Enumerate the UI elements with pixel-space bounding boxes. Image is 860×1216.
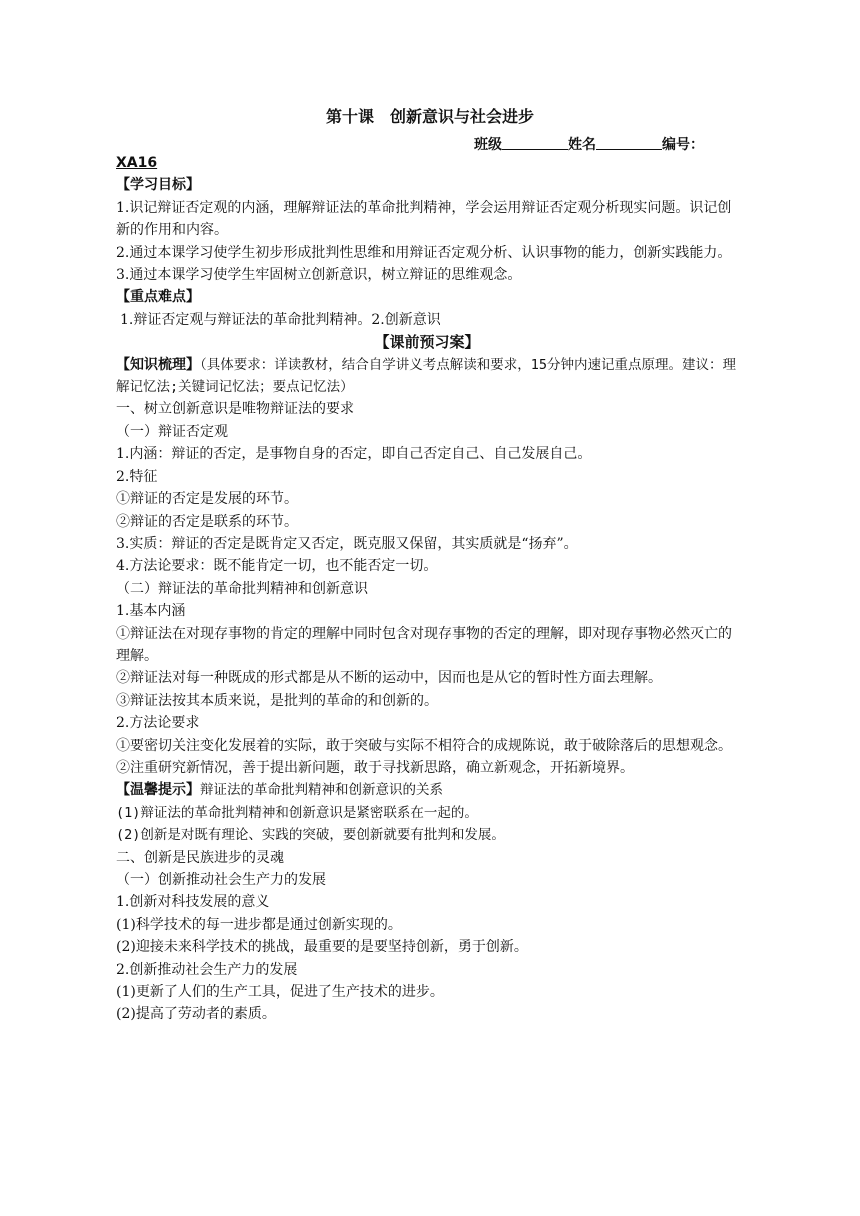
preview-heading: 【课前预习案】 bbox=[374, 333, 480, 352]
body-line: 2.方法论要求 bbox=[116, 715, 200, 732]
class-blank bbox=[502, 137, 568, 150]
body-line: （二）辩证法的革命批判精神和创新意识 bbox=[116, 580, 368, 597]
knowledge-note: （具体要求：详读教材，结合自学讲义考点解读和要求，15分钟内速记重点原理。建议：理解记忆法;关键词记忆法；要点记忆法） bbox=[116, 356, 737, 396]
knowledge-paragraph bbox=[116, 354, 738, 399]
name-label: 姓名 bbox=[568, 137, 596, 153]
body-line: 3.实质：辩证的否定是既肯定又否定，既克服又保留，其实质就是“扬弃”。 bbox=[116, 535, 578, 552]
tip-line: (2)创新是对既有理论、实践的突破，要创新就要有批判和发展。 bbox=[116, 827, 505, 844]
body-line: 1.创新对科技发展的意义 bbox=[116, 894, 270, 911]
class-label: 班级 bbox=[474, 137, 502, 153]
body-line: 1.内涵：辩证的否定，是事物自身的否定，即自己否定自己、自己发展自己。 bbox=[116, 446, 592, 463]
name-blank bbox=[596, 137, 662, 150]
goal-item: 2.通过本课学习使学生初步形成批判性思维和用辩证否定观分析、认识事物的能力，创新实践能力。 bbox=[116, 244, 732, 261]
tip-text: 辩证法的革命批判精神和创新意识的关系 bbox=[200, 782, 443, 799]
body-line: ①要密切关注变化发展着的实际，敢于突破与实际不相符合的成规陈说，敢于破除落后的思想观念。 bbox=[116, 737, 732, 754]
tip-line: (1)辩证法的革命批判精神和创新意识是紧密联系在一起的。 bbox=[116, 804, 478, 821]
body-line: ②注重研究新情况，善于提出新问题，敢于寻找新思路，确立新观念，开拓新境界。 bbox=[116, 759, 634, 776]
body-line: ①辩证法在对现存事物的肯定的理解中同时包含对现存事物的否定的理解，即对现存事物必然灭亡的理解。 bbox=[116, 625, 732, 664]
page-title: 第十课 创新意识与社会进步 bbox=[325, 107, 534, 126]
body-line: 2.创新推动社会生产力的发展 bbox=[116, 961, 298, 978]
goals-heading: 【学习目标】 bbox=[116, 177, 200, 194]
body-line: ②辩证的否定是联系的环节。 bbox=[116, 513, 298, 530]
body-line: 2.特征 bbox=[116, 468, 158, 485]
knowledge-heading: 【知识梳理】 bbox=[116, 356, 200, 373]
goal-item: 3.通过本课学习使学生牢固树立创新意识，树立辩证的思维观念。 bbox=[116, 267, 522, 284]
body-line: ③辩证法按其本质来说，是批判的革命的和创新的。 bbox=[116, 692, 438, 709]
body-line: (1)更新了人们的生产工具，促进了生产技术的进步。 bbox=[116, 984, 444, 1001]
body-line: (2)提高了劳动者的素质。 bbox=[116, 1006, 276, 1023]
body-line: 1.基本内涵 bbox=[116, 603, 186, 620]
body-line: 4.方法论要求：既不能肯定一切，也不能否定一切。 bbox=[116, 558, 438, 575]
key-points-heading: 【重点难点】 bbox=[116, 289, 200, 306]
body-line: ②辩证法对每一种既成的形式都是从不断的运动中，因而也是从它的暂时性方面去理解。 bbox=[116, 670, 662, 687]
body-line: ①辩证的否定是发展的环节。 bbox=[116, 491, 298, 508]
body-line: （一）辩证否定观 bbox=[116, 423, 228, 440]
body-line: 二、创新是民族进步的灵魂 bbox=[116, 849, 284, 866]
tip-paragraph bbox=[116, 779, 738, 801]
body-line: 一、树立创新意识是唯物辩证法的要求 bbox=[116, 401, 354, 418]
key-points-text: 1.辩证否定观与辩证法的革命批判精神。2.创新意识 bbox=[120, 311, 441, 328]
body-line: (1)科学技术的每一进步都是通过创新实现的。 bbox=[116, 916, 402, 933]
goal-item: 1.识记辩证否定观的内涵，理解辩证法的革命批判精神，学会运用辩证否定观分析现实问题。识记创新的作用和内容。 bbox=[116, 199, 732, 239]
document-body bbox=[116, 152, 738, 1026]
document-code: XA16 bbox=[116, 155, 158, 171]
tip-heading: 【温馨提示】 bbox=[116, 782, 200, 799]
body-line: （一）创新推动社会生产力的发展 bbox=[116, 872, 326, 888]
body-line: (2)迎接未来科学技术的挑战，最重要的是要坚持创新，勇于创新。 bbox=[116, 939, 528, 956]
number-label: 编号： bbox=[662, 137, 704, 153]
student-info-line bbox=[474, 134, 704, 154]
